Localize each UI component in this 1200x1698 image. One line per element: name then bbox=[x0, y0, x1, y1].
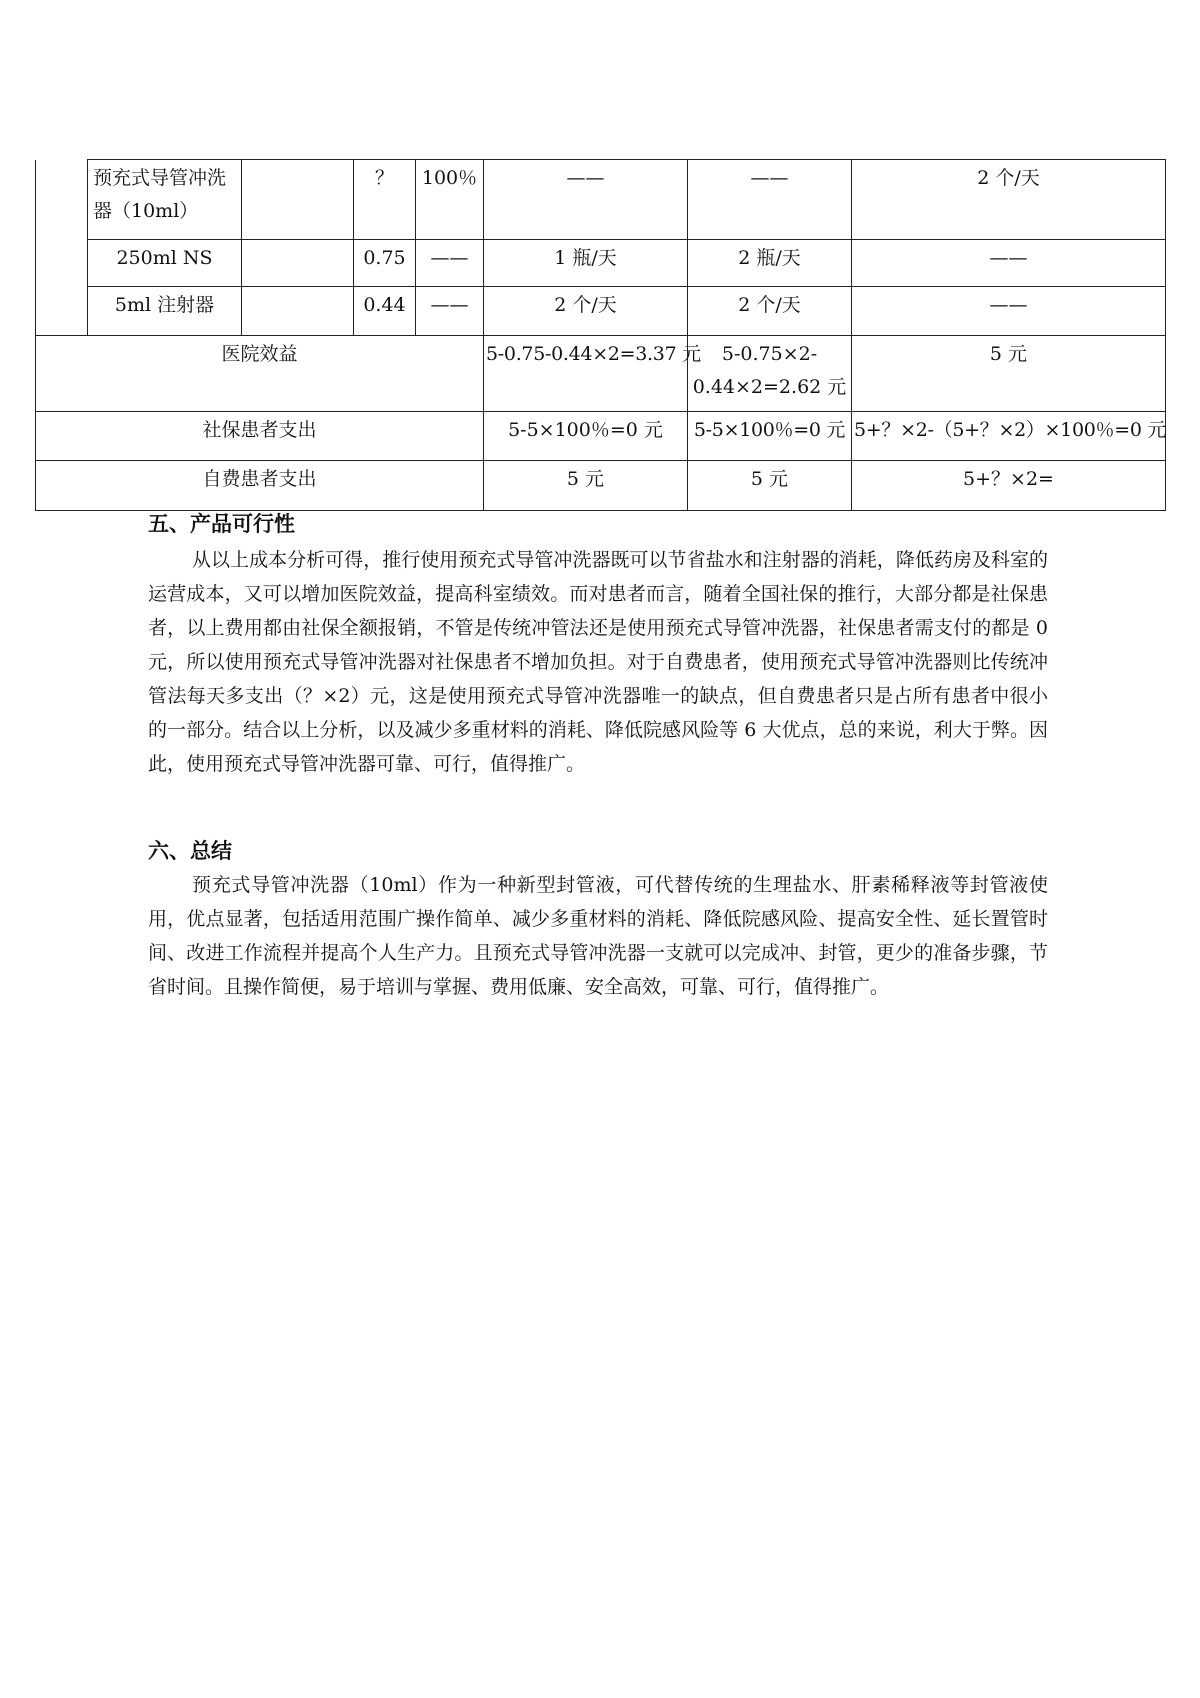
prefilled-result-cell: 5+？×2-（5+？×2）×100％=0 元 bbox=[852, 411, 1166, 460]
combined-result-cell: 5-5×100％=0 元 bbox=[688, 411, 852, 460]
prefilled-usage-cell: —— bbox=[852, 287, 1166, 336]
cost-comparison-table bbox=[35, 159, 1166, 511]
empty-cell bbox=[242, 240, 354, 287]
reimbursement-ratio-cell: —— bbox=[416, 240, 484, 287]
continuation-cell bbox=[36, 160, 88, 336]
prefilled-result-cell: 5+？×2= bbox=[852, 460, 1166, 510]
combined-result-cell: 5-0.75×2-0.44×2=2.62 元 bbox=[688, 336, 852, 412]
empty-cell bbox=[242, 287, 354, 336]
empty-cell bbox=[242, 160, 354, 240]
table-row bbox=[36, 160, 1166, 240]
unit-price-cell: 0.44 bbox=[354, 287, 416, 336]
table-row bbox=[36, 287, 1166, 336]
reimbursement-ratio-cell: —— bbox=[416, 287, 484, 336]
summary-label-cell: 社保患者支出 bbox=[36, 411, 484, 460]
prefilled-usage-cell: —— bbox=[852, 240, 1166, 287]
section-paragraph-feasibility: 从以上成本分析可得，推行使用预充式导管冲洗器既可以节省盐水和注射器的消耗，降低药房及科室的运营成本，又可以增加医院效益，提高科室绩效。而对患者而言，随着全国社保的推行，大部分都是社保患者，以上费用都由社保全额报销，不管是传统冲管法还是使用预充式导管冲洗器，社保患者需支付的都是 0 元，所以使用预充式导管冲洗器对社保患者不增加负担。对于自费患者，使用预充式导管冲洗器则比传统冲管法每天多支出（？×2）元，这是使用预充式导管冲洗器唯一的缺点，但自费患者只是占所有患者中很小的一部分。结合以上分析，以及减少多重材料的消耗、降低院感风险等 6 大优点，总的来说，利大于弊。因此，使用预充式导管冲洗器可靠、可行，值得推广。 bbox=[148, 549, 1048, 775]
traditional-result-cell: 5 元 bbox=[484, 460, 688, 510]
combined-usage-cell: —— bbox=[688, 160, 852, 240]
item-name-cell: 5ml 注射器 bbox=[88, 287, 242, 336]
traditional-result-cell: 5-0.75-0.44×2=3.37 元 bbox=[484, 336, 688, 412]
reimbursement-ratio-cell: 100％ bbox=[416, 160, 484, 240]
section-paragraph-summary: 预充式导管冲洗器（10ml）作为一种新型封管液，可代替传统的生理盐水、肝素稀释液等封管液使用，优点显著，包括适用范围广操作简单、减少多重材料的消耗、降低院感风险、提高安全性、延长置管时间、改进工作流程并提高个人生产力。且预充式导管冲洗器一支就可以完成冲、封管，更少的准备步骤，节省时间。且操作简便，易于培训与掌握、费用低廉、安全高效，可靠、可行，值得推广。 bbox=[148, 874, 1048, 998]
table-row bbox=[36, 460, 1166, 510]
table-row bbox=[36, 336, 1166, 412]
item-name-cell: 250ml NS bbox=[88, 240, 242, 287]
combined-usage-cell: 2 个/天 bbox=[688, 287, 852, 336]
section-heading-feasibility: 五、产品可行性 bbox=[148, 512, 295, 536]
summary-label-cell: 医院效益 bbox=[36, 336, 484, 412]
prefilled-usage-cell: 2 个/天 bbox=[852, 160, 1166, 240]
combined-result-cell: 5 元 bbox=[688, 460, 852, 510]
table-row bbox=[36, 240, 1166, 287]
traditional-result-cell: 5-5×100％=0 元 bbox=[484, 411, 688, 460]
traditional-usage-cell: —— bbox=[484, 160, 688, 240]
traditional-usage-cell: 2 个/天 bbox=[484, 287, 688, 336]
combined-usage-cell: 2 瓶/天 bbox=[688, 240, 852, 287]
section-heading-summary: 六、总结 bbox=[148, 839, 232, 863]
summary-label-cell: 自费患者支出 bbox=[36, 460, 484, 510]
unit-price-cell: ？ bbox=[354, 160, 416, 240]
traditional-usage-cell: 1 瓶/天 bbox=[484, 240, 688, 287]
item-name-cell: 预充式导管冲洗器（10ml） bbox=[88, 160, 242, 240]
table-row bbox=[36, 411, 1166, 460]
unit-price-cell: 0.75 bbox=[354, 240, 416, 287]
prefilled-result-cell: 5 元 bbox=[852, 336, 1166, 412]
